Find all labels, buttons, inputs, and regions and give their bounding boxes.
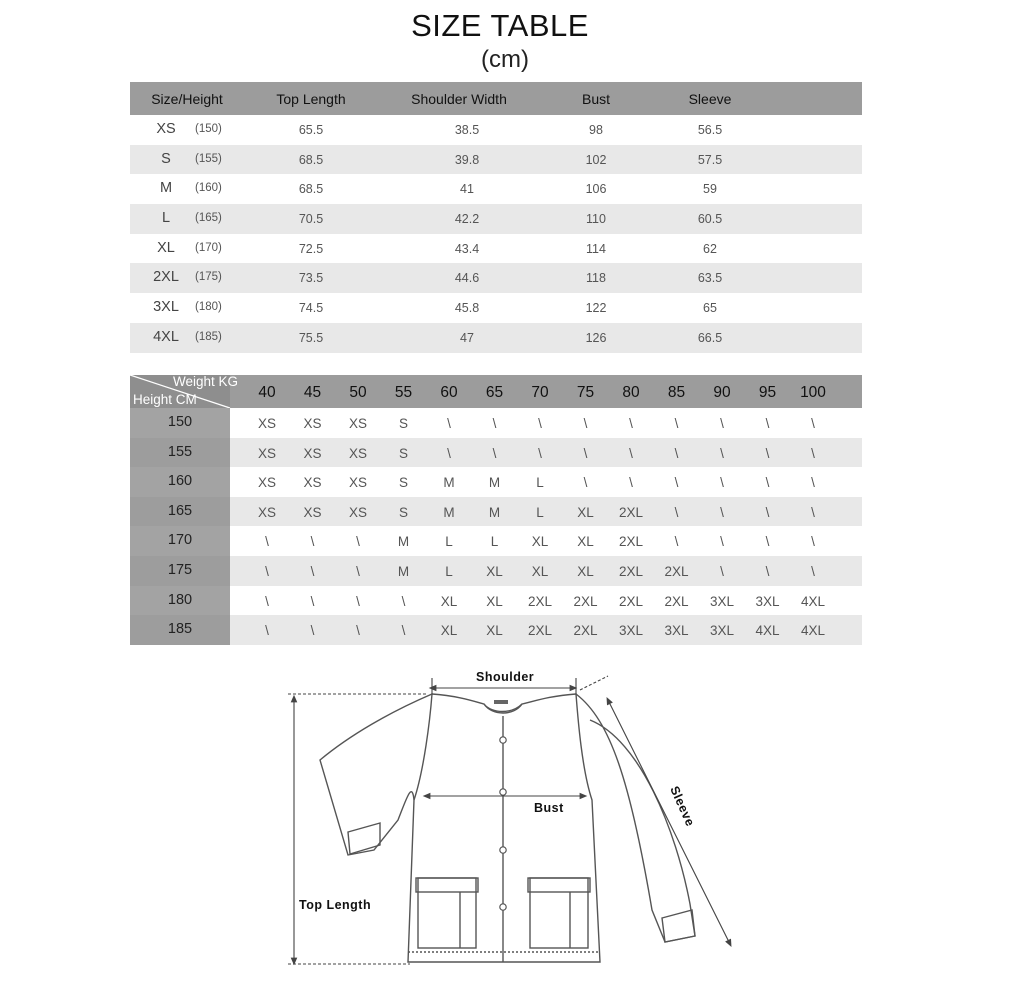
- size-row: [130, 263, 862, 293]
- size-recommendation-cell: \: [356, 593, 360, 609]
- weight-header-cell: 45: [303, 384, 322, 401]
- header-size-height: Size/Height: [151, 91, 223, 107]
- size-recommendation-cell: \: [583, 416, 588, 431]
- size-recommendation-cell: L: [490, 534, 499, 550]
- shoulder-cell: 38.5: [454, 123, 480, 137]
- size-recommendation-cell: \: [583, 445, 588, 461]
- size-recommendation-cell: XL: [577, 534, 594, 550]
- size-recommendation-cell: S: [398, 416, 409, 431]
- size-recommendation-cell: XS: [303, 445, 322, 461]
- header-bust: Bust: [581, 91, 611, 107]
- height-cell: (150): [195, 123, 222, 135]
- size-recommendation-cell: M: [443, 504, 455, 520]
- height-cell: (175): [195, 271, 222, 284]
- size-recommendation-cell: \: [765, 563, 770, 579]
- size-recommendation-cell: \: [356, 534, 360, 550]
- shoulder-cell: 42.2: [454, 212, 480, 227]
- size-recommendation-cell: 2XL: [618, 563, 644, 579]
- shoulder-cell: 44.6: [454, 271, 480, 286]
- top-length-cell: 73.5: [298, 271, 324, 286]
- height-cell: 165: [130, 497, 230, 527]
- size-cell: 4XL: [153, 328, 179, 345]
- size-recommendation-cell: \: [583, 475, 588, 491]
- size-recommendation-cell: M: [488, 504, 501, 520]
- size-recommendation-cell: \: [674, 534, 679, 550]
- weight-header-cell: 90: [713, 384, 731, 401]
- top-length-cell: 74.5: [298, 301, 324, 316]
- bust-cell: 126: [585, 330, 607, 345]
- size-recommendation-cell: \: [447, 416, 451, 431]
- bust-cell: 118: [586, 271, 606, 286]
- size-recommendation-cell: XL: [577, 504, 594, 520]
- size-recommendation-cell: \: [720, 563, 724, 579]
- size-recommendation-cell: \: [265, 563, 269, 579]
- size-recommendation-cell: 3XL: [709, 623, 735, 639]
- size-recommendation-cell: \: [492, 416, 497, 431]
- size-recommendation-cell: \: [674, 416, 679, 431]
- size-recommendation-cell: XL: [486, 623, 503, 639]
- size-recommendation-cell: XS: [257, 445, 277, 461]
- shoulder-cell: 39.8: [454, 152, 480, 167]
- size-recommendation-cell: S: [398, 445, 409, 461]
- sleeve-cell: 56.5: [697, 123, 723, 137]
- size-cell: 3XL: [153, 299, 179, 316]
- weight-header-cell: 40: [258, 384, 276, 401]
- weight-header-cell: 100: [800, 384, 826, 401]
- size-row: [130, 204, 862, 234]
- size-recommendation-cell: 2XL: [527, 623, 553, 639]
- size-row: [130, 115, 862, 145]
- size-recommendation-cell: \: [492, 445, 497, 461]
- size-recommendation-cell: \: [674, 504, 679, 520]
- size-row: [130, 293, 862, 323]
- size-recommendation-cell: 3XL: [709, 593, 735, 609]
- height-cell: 160: [130, 467, 230, 497]
- size-recommendation-cell: \: [811, 416, 815, 431]
- size-recommendation-cell: XS: [257, 475, 277, 491]
- height-cell: (155): [195, 152, 222, 165]
- size-recommendation-cell: XL: [531, 563, 549, 579]
- size-recommendation-cell: 3XL: [664, 623, 689, 639]
- height-cell: 175: [130, 556, 230, 586]
- size-cell: L: [161, 210, 171, 227]
- size-recommendation-cell: \: [310, 534, 315, 550]
- size-recommendation-cell: XS: [257, 416, 277, 431]
- weight-header-cell: 95: [758, 384, 777, 401]
- size-recommendation-cell: \: [310, 563, 315, 579]
- size-recommendation-cell: \: [356, 563, 360, 579]
- size-recommendation-cell: 2XL: [664, 563, 689, 579]
- height-cell: (170): [195, 241, 222, 254]
- top-length-label: Top Length: [299, 898, 372, 912]
- size-recommendation-cell: \: [720, 534, 724, 550]
- weight-height-body: [130, 408, 862, 645]
- size-recommendation-cell: XS: [303, 504, 322, 520]
- size-recommendation-cell: XL: [440, 593, 458, 609]
- size-recommendation-cell: 3XL: [755, 593, 780, 609]
- top-length-cell: 68.5: [298, 152, 324, 167]
- size-recommendation-cell: 4XL: [800, 623, 826, 639]
- size-recommendation-cell: \: [811, 504, 815, 520]
- size-recommendation-cell: XS: [348, 504, 368, 520]
- size-table-header: [130, 82, 862, 115]
- size-recommendation-cell: 2XL: [618, 593, 644, 609]
- weight-header-cell: 85: [667, 384, 686, 401]
- shoulder-cell: 47: [460, 330, 474, 345]
- size-recommendation-cell: \: [720, 445, 724, 461]
- size-table-body: [130, 115, 862, 353]
- size-cell: XL: [157, 239, 175, 256]
- shoulder-cell: 45.8: [454, 301, 480, 316]
- top-length-cell: 72.5: [298, 241, 324, 256]
- shoulder-cell: 43.4: [454, 241, 480, 256]
- sleeve-label: Sleeve: [667, 784, 698, 829]
- weight-header-cell: 65: [485, 384, 504, 401]
- size-recommendation-cell: \: [765, 534, 770, 550]
- height-row: [130, 408, 862, 438]
- size-recommendation-cell: XL: [531, 534, 549, 550]
- sleeve-cell: 62: [703, 241, 717, 256]
- size-recommendation-cell: \: [401, 623, 406, 639]
- size-recommendation-cell: \: [674, 475, 679, 491]
- size-recommendation-cell: M: [443, 475, 455, 491]
- weight-header-cell: 80: [622, 384, 640, 401]
- size-recommendation-cell: \: [765, 475, 770, 491]
- height-cell: (185): [195, 330, 222, 343]
- header-sleeve: Sleeve: [688, 91, 732, 107]
- header-top-length: Top Length: [276, 91, 346, 107]
- bust-cell: 110: [586, 212, 606, 227]
- weight-header-cell: 55: [394, 384, 413, 401]
- weight-height-table: [130, 375, 862, 645]
- size-recommendation-cell: 2XL: [664, 593, 689, 609]
- sleeve-cell: 66.5: [697, 330, 723, 345]
- size-recommendation-cell: \: [447, 445, 451, 461]
- sleeve-cell: 65: [703, 301, 717, 316]
- size-row: [130, 145, 862, 175]
- height-cell: 180: [130, 586, 230, 616]
- weight-header-cell: 60: [440, 384, 458, 401]
- size-recommendation-cell: \: [720, 504, 724, 520]
- size-recommendation-cell: L: [445, 534, 453, 550]
- top-length-cell: 68.5: [298, 182, 324, 197]
- height-cell: 150: [130, 408, 230, 438]
- size-recommendation-cell: XS: [348, 416, 368, 431]
- size-recommendation-cell: 2XL: [573, 623, 598, 639]
- size-recommendation-cell: \: [765, 445, 770, 461]
- size-recommendation-cell: 3XL: [618, 623, 644, 639]
- size-recommendation-cell: 2XL: [618, 534, 644, 550]
- sleeve-cell: 60.5: [697, 212, 723, 227]
- sleeve-cell: 59: [703, 182, 717, 197]
- header-shoulder-width: Shoulder Width: [411, 91, 507, 107]
- jacket-illustration: [280, 660, 750, 980]
- size-recommendation-cell: 4XL: [800, 593, 826, 609]
- size-recommendation-cell: \: [629, 445, 633, 461]
- size-recommendation-cell: \: [811, 475, 815, 491]
- size-recommendation-cell: L: [536, 504, 544, 520]
- height-row: [130, 556, 862, 586]
- bust-cell: 114: [586, 241, 606, 256]
- size-recommendation-cell: \: [265, 534, 269, 550]
- garment-diagram: [280, 660, 750, 980]
- size-recommendation-cell: \: [629, 416, 633, 431]
- unit-label: (cm): [481, 46, 529, 73]
- bust-cell: 122: [585, 301, 607, 316]
- size-recommendation-cell: M: [488, 475, 501, 491]
- size-recommendation-cell: \: [811, 534, 815, 550]
- size-recommendation-cell: \: [538, 416, 542, 431]
- height-row: [130, 586, 862, 616]
- height-cell: 185: [130, 615, 230, 645]
- size-recommendation-cell: S: [398, 475, 409, 491]
- size-recommendation-cell: 4XL: [755, 623, 780, 639]
- size-recommendation-cell: 2XL: [618, 504, 644, 520]
- height-cell: (160): [195, 182, 222, 195]
- size-recommendation-cell: \: [765, 416, 770, 431]
- size-recommendation-cell: L: [536, 475, 544, 491]
- size-recommendation-cell: \: [811, 563, 815, 579]
- size-recommendation-cell: XL: [486, 593, 503, 609]
- size-recommendation-cell: XS: [348, 475, 368, 491]
- size-row: [130, 174, 862, 204]
- size-recommendation-cell: 2XL: [527, 593, 553, 609]
- size-cell: S: [161, 150, 171, 167]
- shoulder-label: Shoulder: [476, 670, 535, 684]
- size-recommendation-cell: \: [674, 445, 679, 461]
- weight-header-row: [130, 375, 862, 408]
- top-length-cell: 75.5: [298, 330, 324, 345]
- weight-header-cell: 50: [349, 384, 367, 401]
- size-recommendation-cell: 2XL: [573, 593, 598, 609]
- height-cell: (180): [195, 301, 222, 314]
- size-recommendation-cell: \: [765, 504, 770, 520]
- sleeve-cell: 63.5: [697, 271, 723, 286]
- size-recommendation-cell: XL: [577, 563, 594, 579]
- size-recommendation-cell: \: [720, 416, 724, 431]
- height-row: [130, 497, 862, 527]
- size-recommendation-cell: XS: [257, 504, 277, 520]
- size-row: [130, 323, 862, 353]
- height-row: [130, 467, 862, 497]
- corner-weight-label: Weight KG: [172, 374, 238, 389]
- size-recommendation-cell: S: [398, 504, 409, 520]
- height-row: [130, 526, 862, 556]
- bust-label: Bust: [534, 801, 564, 815]
- height-row: [130, 615, 862, 645]
- size-cell: 2XL: [153, 269, 179, 286]
- size-recommendation-cell: \: [356, 623, 360, 639]
- height-cell: 155: [130, 438, 230, 468]
- corner-height-label: Height CM: [133, 392, 197, 407]
- height-cell: 170: [130, 526, 230, 556]
- height-cell: (165): [195, 212, 222, 225]
- page-title: SIZE TABLE: [411, 8, 589, 43]
- size-recommendation-cell: XL: [486, 563, 503, 579]
- shoulder-cell: 41: [460, 182, 474, 197]
- size-recommendation-cell: L: [445, 563, 453, 579]
- size-recommendation-cell: \: [310, 623, 315, 639]
- sleeve-cell: 57.5: [697, 152, 723, 167]
- size-recommendation-cell: \: [720, 475, 724, 491]
- bust-cell: 106: [585, 182, 607, 197]
- top-length-cell: 65.5: [298, 123, 324, 137]
- weight-header-cell: 75: [576, 384, 595, 401]
- size-recommendation-cell: M: [397, 563, 410, 579]
- size-cell: M: [159, 180, 173, 197]
- top-length-cell: 70.5: [298, 212, 324, 227]
- size-recommendation-cell: XS: [303, 475, 322, 491]
- size-cell: XS: [156, 121, 176, 137]
- size-recommendation-cell: \: [265, 623, 269, 639]
- size-recommendation-cell: XS: [348, 445, 368, 461]
- weight-header-cell: 70: [531, 384, 549, 401]
- size-recommendation-cell: XS: [303, 416, 322, 431]
- size-recommendation-cell: \: [401, 593, 406, 609]
- size-recommendation-cell: \: [629, 475, 633, 491]
- height-row: [130, 438, 862, 468]
- size-recommendation-cell: \: [538, 445, 542, 461]
- corner-cell: [130, 374, 238, 408]
- size-table: [130, 82, 862, 353]
- bust-cell: 102: [585, 152, 607, 167]
- size-recommendation-cell: \: [265, 593, 269, 609]
- size-recommendation-cell: M: [397, 534, 410, 550]
- size-recommendation-cell: \: [811, 445, 815, 461]
- bust-cell: 98: [589, 123, 603, 137]
- size-recommendation-cell: \: [310, 593, 315, 609]
- size-recommendation-cell: XL: [440, 623, 458, 639]
- size-row: [130, 234, 862, 264]
